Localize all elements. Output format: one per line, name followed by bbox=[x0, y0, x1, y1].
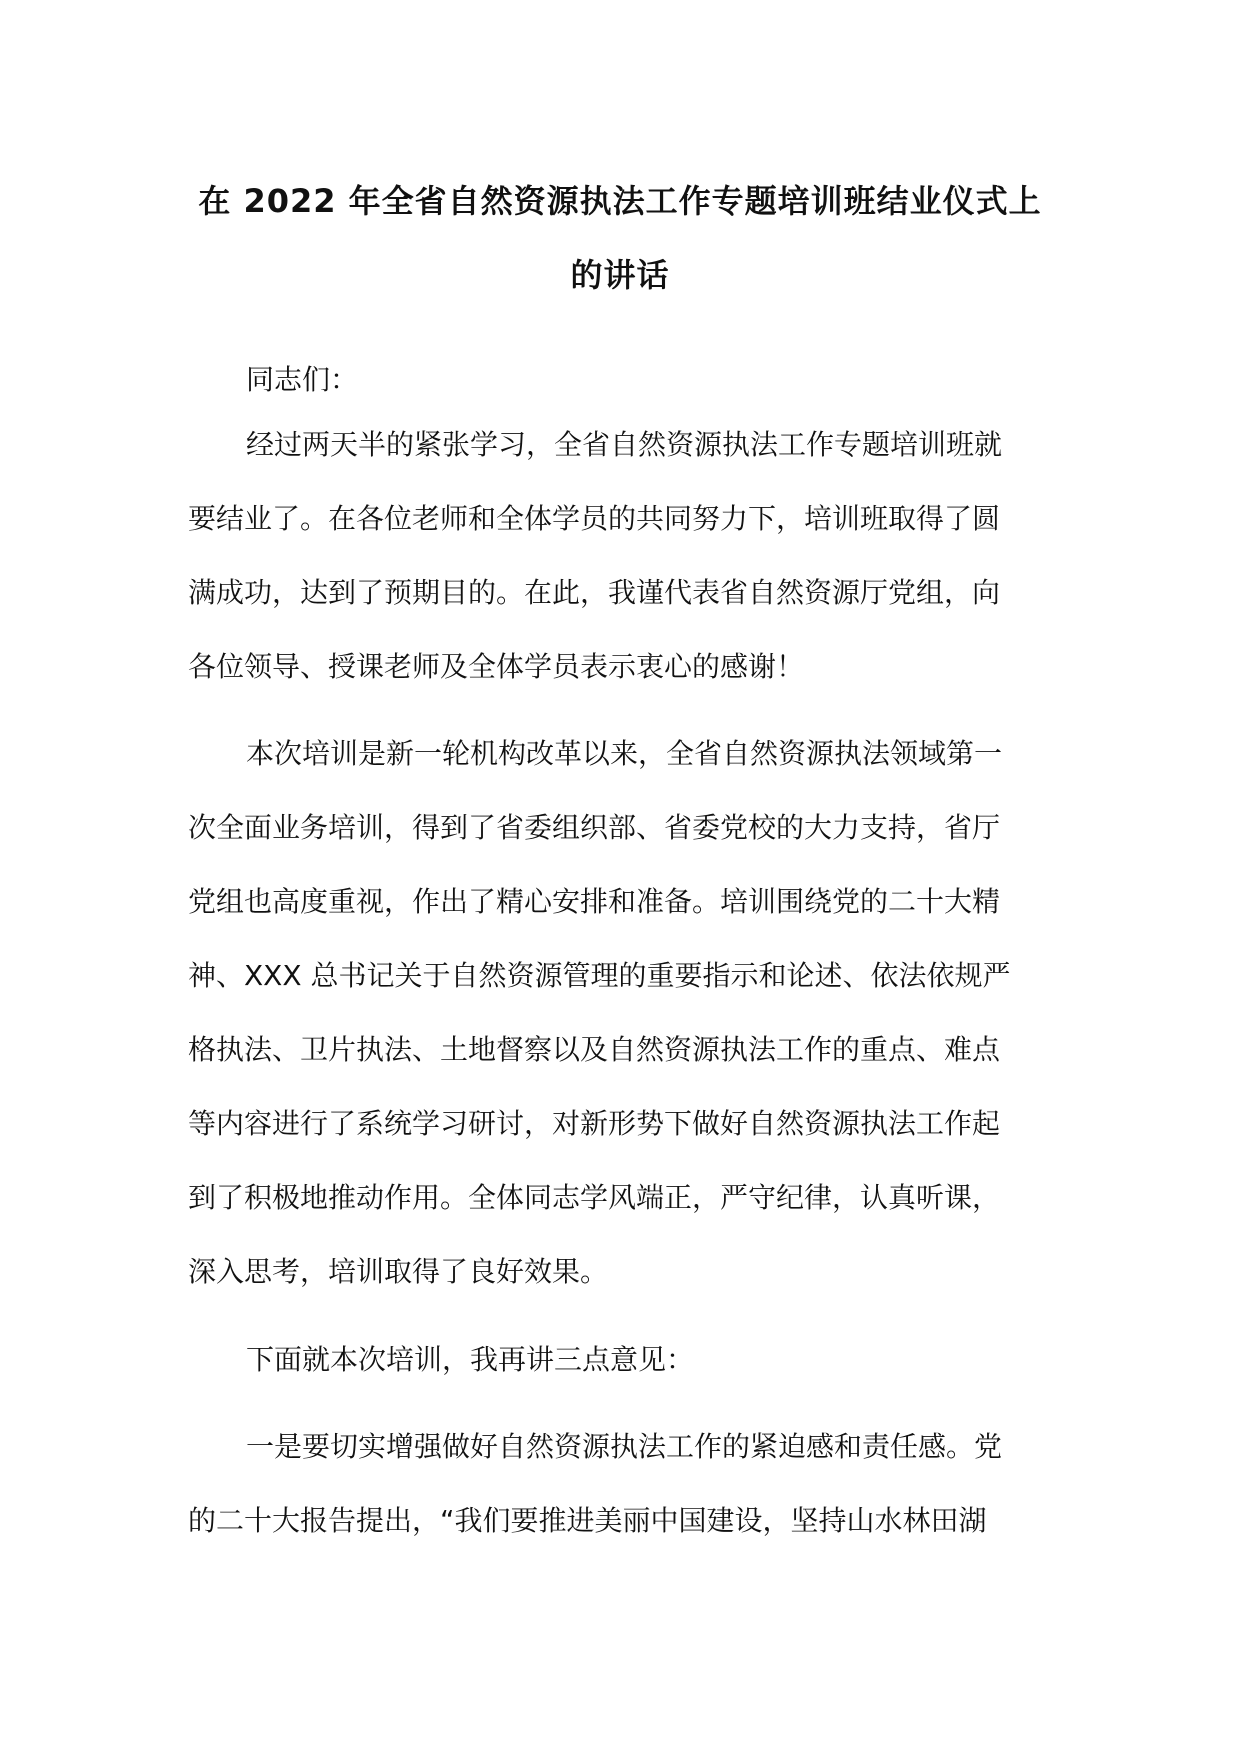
paragraph-1 bbox=[188, 408, 1058, 704]
paragraph-line: 等内容进行了系统学习研讨，对新形势下做好自然资源执法工作起 bbox=[188, 1107, 1001, 1140]
paragraph-line: 本次培训是新一轮机构改革以来，全省自然资源执法领域第一 bbox=[246, 737, 1003, 770]
paragraph-4 bbox=[188, 1410, 1058, 1558]
paragraph-line: 党组也高度重视，作出了精心安排和准备。培训围绕党的二十大精 bbox=[188, 885, 1001, 918]
paragraph-line: 的二十大报告提出，“我们要推进美丽中国建设，坚持山水林田湖 bbox=[188, 1504, 987, 1537]
paragraph-line: 一是要切实增强做好自然资源执法工作的紧迫感和责任感。党 bbox=[246, 1430, 1003, 1463]
paragraph-line: 满成功，达到了预期目的。在此，我谨代表省自然资源厅党组，向 bbox=[188, 576, 1001, 609]
salutation bbox=[188, 343, 1058, 417]
paragraph-line: 到了积极地推动作用。全体同志学风端正，严守纪律，认真听课， bbox=[188, 1181, 1001, 1214]
paragraph-line: 深入思考，培训取得了良好效果。 bbox=[188, 1255, 609, 1288]
document-title-line-1: 在 2022 年全省自然资源执法工作专题培训班结业仪式上 bbox=[198, 182, 1042, 220]
paragraph-line: 神、XXX 总书记关于自然资源管理的重要指示和论述、依法依规严 bbox=[188, 959, 1011, 992]
paragraph-line: 要结业了。在各位老师和全体学员的共同努力下，培训班取得了圆 bbox=[188, 502, 1001, 535]
paragraph-line: 各位领导、授课老师及全体学员表示衷心的感谢！ bbox=[188, 650, 805, 683]
paragraph-2 bbox=[188, 717, 1058, 1309]
paragraph-line: 下面就本次培训，我再讲三点意见： bbox=[246, 1343, 695, 1376]
paragraph-3 bbox=[188, 1323, 1058, 1397]
paragraph-line: 经过两天半的紧张学习，全省自然资源执法工作专题培训班就 bbox=[246, 428, 1003, 461]
document-title-line-2: 的讲话 bbox=[570, 256, 670, 294]
paragraph-line: 格执法、卫片执法、土地督察以及自然资源执法工作的重点、难点 bbox=[188, 1033, 1001, 1066]
paragraph-line: 次全面业务培训，得到了省委组织部、省委党校的大力支持，省厅 bbox=[188, 811, 1001, 844]
salutation-text: 同志们： bbox=[246, 363, 359, 396]
